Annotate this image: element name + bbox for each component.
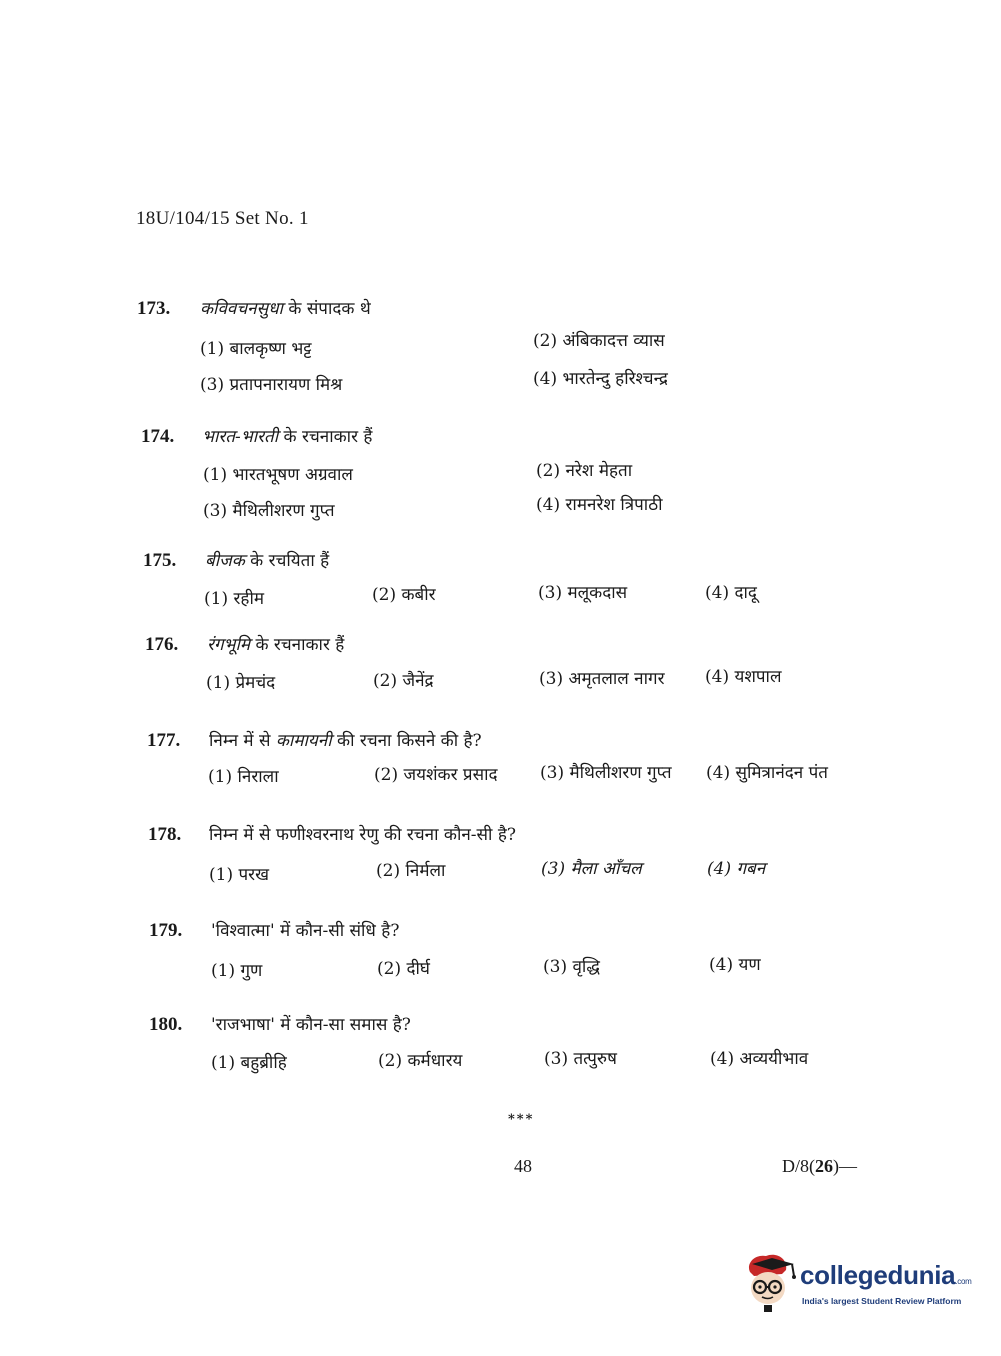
- question-text: रंगभूमि के रचनाकार हैं: [207, 635, 345, 655]
- option-1: (1) बालकृष्ण भट्ट: [200, 339, 312, 359]
- option-1: (1) रहीम: [204, 589, 265, 609]
- question-number: 178.: [148, 824, 182, 845]
- option-4: (4) भारतेन्दु हरिश्चन्द्र: [533, 369, 668, 389]
- question-text: निम्न में से कामायनी की रचना किसने की है?: [209, 731, 482, 751]
- footer-code: D/8(26)—: [782, 1156, 857, 1176]
- option-3: (3) वृद्धि: [543, 957, 600, 977]
- option-3: (3) मैथिलीशरण गुप्त: [203, 501, 335, 521]
- option-2: (2) कबीर: [372, 585, 436, 605]
- question-text: बीजक के रचयिता हैं: [205, 551, 330, 571]
- option-1: (1) निराला: [208, 767, 279, 787]
- question-text: 'राजभाषा' में कौन-सा समास है?: [211, 1015, 411, 1035]
- option-3: (3) तत्पुरुष: [544, 1049, 617, 1069]
- option-2: (2) जैनेंद्र: [373, 671, 434, 691]
- option-4: (4) दादू: [705, 583, 757, 603]
- brand-tagline: India's largest Student Review Platform: [802, 1296, 962, 1306]
- option-2: (2) कर्मधारय: [378, 1051, 463, 1071]
- option-1: (1) बहुब्रीहि: [211, 1053, 287, 1073]
- option-3: (3) मलूकदास: [538, 583, 628, 603]
- option-2: (2) अंबिकादत्त व्यास: [533, 331, 665, 351]
- option-4: (4) यशपाल: [705, 667, 782, 687]
- question-number: 173.: [137, 298, 171, 319]
- mascot-icon: [742, 1250, 802, 1312]
- option-1: (1) परख: [209, 865, 269, 885]
- question-number: 177.: [147, 730, 181, 751]
- option-4: (4) सुमित्रानंदन पंत: [706, 763, 828, 783]
- collegedunia-logo: [742, 1250, 972, 1312]
- option-2: (2) निर्मला: [376, 861, 446, 881]
- question-text: 'विश्वात्मा' में कौन-सी संधि है?: [211, 921, 400, 941]
- option-2: (2) नरेश मेहता: [536, 461, 633, 481]
- option-1: (1) भारतभूषण अग्रवाल: [203, 465, 353, 485]
- question-number: 175.: [143, 550, 177, 571]
- end-marker: ***: [508, 1112, 535, 1127]
- option-2: (2) दीर्घ: [377, 959, 430, 979]
- question-number: 176.: [145, 634, 179, 655]
- question-text: भारत-भारती के रचनाकार हैं: [202, 427, 373, 447]
- option-1: (1) गुण: [211, 961, 263, 981]
- question-number: 179.: [149, 920, 183, 941]
- option-3: (3) मैथिलीशरण गुप्त: [540, 763, 672, 783]
- question-number: 180.: [149, 1014, 183, 1035]
- question-text: निम्न में से फणीश्वरनाथ रेणु की रचना कौन-सी है?: [209, 825, 516, 845]
- question-number: 174.: [141, 426, 175, 447]
- page-number: 48: [514, 1156, 532, 1176]
- question-text: कविवचनसुधा के संपादक थे: [200, 299, 371, 319]
- option-1: (1) प्रेमचंद: [206, 673, 276, 693]
- option-3: (3) मैला आँचल: [541, 859, 642, 879]
- option-4: (4) रामनरेश त्रिपाठी: [536, 495, 663, 515]
- option-4: (4) गबन: [707, 859, 766, 879]
- option-4: (4) यण: [709, 955, 761, 975]
- option-3: (3) प्रतापनारायण मिश्र: [200, 375, 343, 395]
- option-3: (3) अमृतलाल नागर: [539, 669, 665, 689]
- option-2: (2) जयशंकर प्रसाद: [374, 765, 498, 785]
- paper-code: 18U/104/15 Set No. 1: [136, 208, 309, 229]
- option-4: (4) अव्ययीभाव: [710, 1049, 809, 1069]
- brand-name: collegedunia.com: [800, 1260, 972, 1290]
